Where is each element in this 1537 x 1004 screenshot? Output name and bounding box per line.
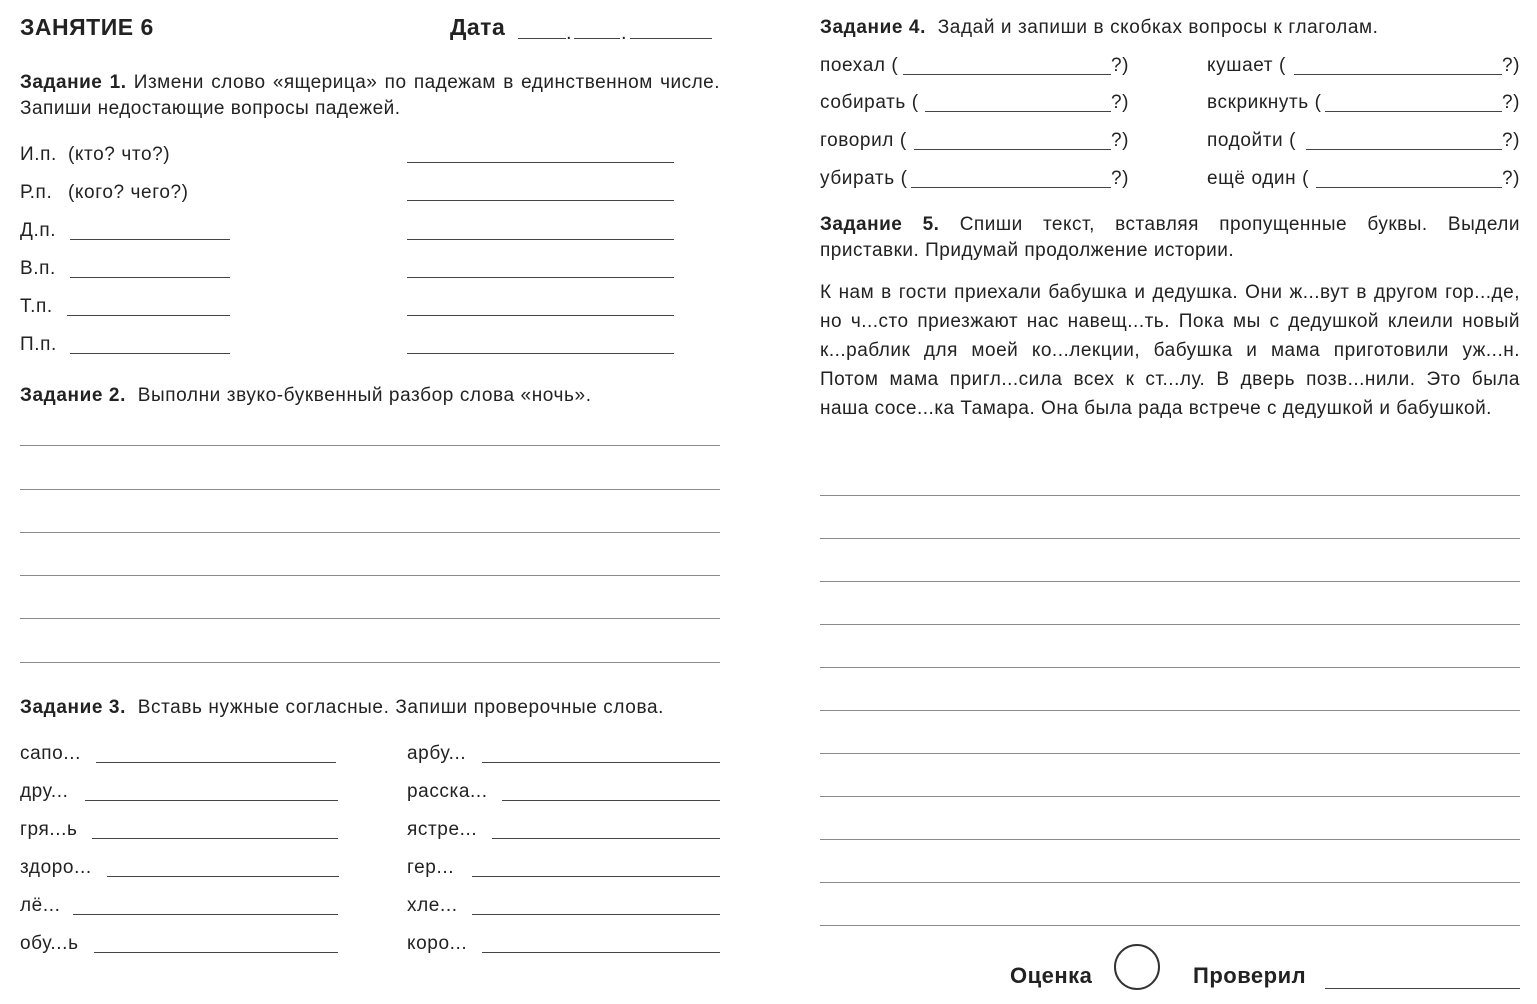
- task5-writing-line[interactable]: [820, 753, 1520, 754]
- case-answer-blank[interactable]: [407, 200, 674, 201]
- task4-paren-close: ?): [1502, 130, 1521, 151]
- task1-text: Измени слово «ящерица» по падежам в единственном числе. Запиши недостающие вопросы падежей.: [20, 72, 721, 119]
- task2-text: Выполни звуко-буквенный разбор слова «ночь».: [137, 385, 592, 406]
- task5-writing-line[interactable]: [820, 925, 1520, 926]
- task3-answer-blank[interactable]: [502, 800, 720, 801]
- task5-text: Спиши текст, вставляя пропущенные буквы. Выдели приставки. Придумай продолжение истории.: [820, 214, 1520, 261]
- task3-instruction: [20, 697, 664, 719]
- task3-word: лё...: [20, 895, 61, 916]
- task5-writing-line[interactable]: [820, 839, 1520, 840]
- task3-answer-blank[interactable]: [73, 914, 338, 915]
- case-answer-blank[interactable]: [407, 239, 674, 240]
- task3-text: Вставь нужные согласные. Запиши проверочные слова.: [137, 697, 665, 718]
- grade-circle[interactable]: [1114, 944, 1160, 990]
- task3-word: гер...: [407, 857, 455, 878]
- case-answer-blank[interactable]: [407, 277, 674, 278]
- grade-label: Оценка: [1010, 963, 1093, 988]
- task4-answer-blank[interactable]: [1316, 187, 1502, 188]
- task3-word: гря...ь: [20, 819, 78, 840]
- task4-verb: вскрикнуть (: [1207, 92, 1322, 113]
- task3-word: дру...: [20, 781, 69, 802]
- case-label: П.п.: [20, 334, 57, 355]
- task2-instruction: [20, 385, 592, 407]
- case-answer-blank[interactable]: [407, 315, 674, 316]
- task3-word: арбу...: [407, 743, 467, 764]
- task5-writing-line[interactable]: [820, 882, 1520, 883]
- task5-writing-line[interactable]: [820, 538, 1520, 539]
- task3-answer-blank[interactable]: [472, 914, 720, 915]
- task4-verb: подойти (: [1207, 130, 1297, 151]
- task3-answer-blank[interactable]: [482, 762, 720, 763]
- task5-writing-line[interactable]: [820, 667, 1520, 668]
- case-label: Р.п.: [20, 182, 53, 203]
- task4-answer-blank[interactable]: [1306, 149, 1502, 150]
- task3-word: ястре...: [407, 819, 478, 840]
- task5-writing-line[interactable]: [820, 495, 1520, 496]
- task2-writing-line[interactable]: [20, 445, 720, 446]
- date-dot-1: .: [566, 22, 572, 44]
- task2-writing-line[interactable]: [20, 575, 720, 576]
- task4-answer-blank[interactable]: [911, 187, 1111, 188]
- task5-passage: К нам в гости приехали бабушка и дедушка. Они ж...вут в другом гор...де, но ч...сто приезжают нас навещ...ть. Пока мы с дедушкой клеили новый к...раблик для моей ко...лекции, бабушка и мама приготовили уж...н. Потом мама пригл...сила всех к ст...лу. В дверь позв...нили. Это была наша сосе...ка Тамара. Она была рада встрече с дедушкой и бабушкой.: [820, 282, 1520, 419]
- task4-answer-blank[interactable]: [903, 74, 1111, 75]
- checked-signature-blank[interactable]: [1325, 988, 1520, 989]
- case-label: В.п.: [20, 258, 56, 279]
- task4-paren-close: ?): [1502, 92, 1521, 113]
- task4-verb: поехал (: [820, 55, 899, 76]
- task4-paren-close: ?): [1502, 55, 1521, 76]
- task4-paren-close: ?): [1502, 168, 1521, 189]
- case-question-blank[interactable]: [70, 353, 230, 354]
- case-label: Т.п.: [20, 296, 53, 317]
- task4-verb: собирать (: [820, 92, 919, 113]
- task4-paren-close: ?): [1111, 130, 1130, 151]
- task2-writing-line[interactable]: [20, 662, 720, 663]
- task4-heading: Задание 4.: [820, 17, 926, 38]
- case-question-blank[interactable]: [67, 315, 230, 316]
- task3-answer-blank[interactable]: [482, 952, 720, 953]
- task4-paren-close: ?): [1111, 92, 1130, 113]
- task5-writing-line[interactable]: [820, 796, 1520, 797]
- task2-writing-line[interactable]: [20, 618, 720, 619]
- task5-writing-line[interactable]: [820, 710, 1520, 711]
- task3-word: расска...: [407, 781, 488, 802]
- task4-verb: ещё один (: [1207, 168, 1309, 189]
- checked-label: Проверил: [1193, 963, 1307, 988]
- task3-answer-blank[interactable]: [492, 838, 720, 839]
- task3-answer-blank[interactable]: [92, 838, 338, 839]
- task3-word: здоро...: [20, 857, 92, 878]
- task4-answer-blank[interactable]: [1325, 111, 1502, 112]
- task3-heading: Задание 3.: [20, 697, 126, 718]
- task4-verb: кушает (: [1207, 55, 1286, 76]
- date-year-blank[interactable]: [630, 38, 712, 39]
- date-month-blank[interactable]: [574, 38, 620, 39]
- task5-instruction: [820, 212, 1520, 264]
- task3-word: сапо...: [20, 743, 81, 764]
- date-day-blank[interactable]: [518, 38, 566, 39]
- task2-writing-line[interactable]: [20, 532, 720, 533]
- case-question-blank[interactable]: [70, 277, 230, 278]
- task4-answer-blank[interactable]: [1294, 74, 1502, 75]
- task4-paren-close: ?): [1111, 168, 1130, 189]
- case-answer-blank[interactable]: [407, 353, 674, 354]
- task4-text: Задай и запиши в скобках вопросы к глаголам.: [937, 17, 1379, 38]
- task3-answer-blank[interactable]: [472, 876, 720, 877]
- task2-writing-line[interactable]: [20, 489, 720, 490]
- case-question: (кого? чего?): [68, 182, 189, 203]
- task3-word: коро...: [407, 933, 468, 954]
- task4-paren-close: ?): [1111, 55, 1130, 76]
- date-label: Дата: [450, 14, 506, 40]
- task1-instruction: [20, 70, 720, 122]
- task4-instruction: [820, 17, 1379, 39]
- case-question: (кто? что?): [68, 144, 171, 165]
- task4-answer-blank[interactable]: [914, 149, 1111, 150]
- task3-answer-blank[interactable]: [85, 800, 338, 801]
- task4-verb: убирать (: [820, 168, 908, 189]
- task5-writing-line[interactable]: [820, 581, 1520, 582]
- task5-heading: Задание 5.: [820, 214, 940, 235]
- task4-answer-blank[interactable]: [925, 111, 1111, 112]
- case-answer-blank[interactable]: [407, 162, 674, 163]
- case-question-blank[interactable]: [70, 239, 230, 240]
- case-label: И.п.: [20, 144, 57, 165]
- task3-word: обу...ь: [20, 933, 79, 954]
- task3-answer-blank[interactable]: [94, 952, 338, 953]
- task3-answer-blank[interactable]: [107, 876, 339, 877]
- task5-writing-line[interactable]: [820, 624, 1520, 625]
- task1-heading: Задание 1.: [20, 72, 127, 93]
- task4-verb: говорил (: [820, 130, 907, 151]
- lesson-title: ЗАНЯТИЕ 6: [20, 14, 154, 40]
- task3-answer-blank[interactable]: [96, 762, 336, 763]
- task3-word: хле...: [407, 895, 458, 916]
- date-dot-2: .: [621, 22, 627, 44]
- task2-heading: Задание 2.: [20, 385, 126, 406]
- case-label: Д.п.: [20, 220, 57, 241]
